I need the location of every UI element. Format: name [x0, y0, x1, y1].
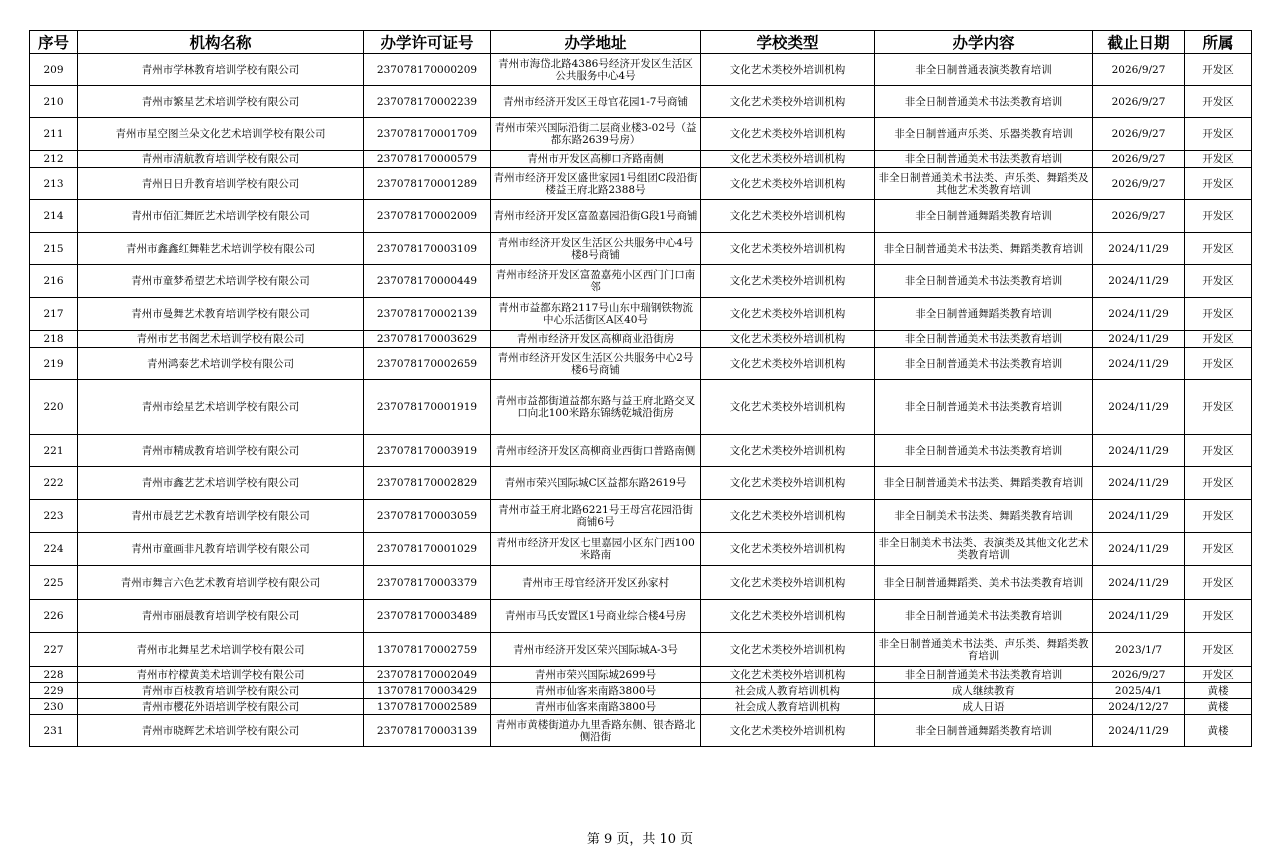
row-content: 非全日制普通舞蹈类教育培训 [875, 715, 1093, 747]
row-content: 非全日制普通美术书法类、舞蹈类教育培训 [875, 467, 1093, 500]
row-name: 青州市北舞星艺术培训学校有限公司 [78, 633, 364, 667]
row-name: 青州市百枝教育培训学校有限公司 [78, 683, 364, 699]
row-date: 2024/12/27 [1093, 699, 1185, 715]
row-license: 237078170000579 [364, 151, 491, 168]
row-license: 237078170002049 [364, 667, 491, 683]
row-license: 237078170003629 [364, 331, 491, 348]
row-no: 231 [30, 715, 78, 747]
row-license: 237078170003489 [364, 600, 491, 633]
row-date: 2026/9/27 [1093, 54, 1185, 86]
row-license: 137078170003429 [364, 683, 491, 699]
row-no: 215 [30, 233, 78, 265]
row-name: 青州市精成教育培训学校有限公司 [78, 435, 364, 467]
row-name: 青州市鑫艺艺术培训学校有限公司 [78, 467, 364, 500]
row-content: 非全日制普通美术书法类教育培训 [875, 435, 1093, 467]
table-row [30, 168, 1252, 200]
row-content: 非全日制普通美术书法类、声乐类、舞蹈类教育培训 [875, 633, 1093, 667]
row-address: 青州市海岱北路4386号经济开发区生活区公共服务中心4号 [491, 54, 701, 86]
row-area: 开发区 [1185, 118, 1252, 151]
row-address: 青州市荣兴国际城2699号 [491, 667, 701, 683]
row-area: 开发区 [1185, 380, 1252, 435]
row-area: 开发区 [1185, 600, 1252, 633]
row-date: 2026/9/27 [1093, 118, 1185, 151]
row-address: 青州市经济开发区荣兴国际城A-3号 [491, 633, 701, 667]
row-type: 文化艺术类校外培训机构 [701, 151, 875, 168]
row-area: 开发区 [1185, 298, 1252, 331]
row-name: 青州市柠檬黄美术培训学校有限公司 [78, 667, 364, 683]
row-date: 2026/9/27 [1093, 86, 1185, 118]
col-header-no: 序号 [30, 31, 78, 54]
table-row [30, 633, 1252, 667]
row-license: 237078170003379 [364, 566, 491, 600]
row-date: 2024/11/29 [1093, 233, 1185, 265]
row-content: 非全日制普通美术书法类教育培训 [875, 348, 1093, 380]
row-address: 青州市益王府北路6221号王母宫花园沿街商铺6号 [491, 500, 701, 533]
row-name: 青州市星空图兰朵文化艺术培训学校有限公司 [78, 118, 364, 151]
row-name: 青州市繁星艺术培训学校有限公司 [78, 86, 364, 118]
row-name: 青州日日升教育培训学校有限公司 [78, 168, 364, 200]
row-date: 2024/11/29 [1093, 265, 1185, 298]
table-row [30, 54, 1252, 86]
row-content: 非全日制普通美术书法类教育培训 [875, 667, 1093, 683]
row-type: 文化艺术类校外培训机构 [701, 118, 875, 151]
row-address: 青州市经济开发区高柳商业西街口普路南侧 [491, 435, 701, 467]
row-no: 213 [30, 168, 78, 200]
row-address: 青州市经济开发区七里嘉园小区东门西100米路南 [491, 533, 701, 566]
table-row [30, 118, 1252, 151]
row-date: 2026/9/27 [1093, 667, 1185, 683]
row-name: 青州市丽晨教育培训学校有限公司 [78, 600, 364, 633]
row-license: 137078170002759 [364, 633, 491, 667]
row-area: 开发区 [1185, 467, 1252, 500]
row-address: 青州市荣兴国际沿街二层商业楼3-02号（益都东路2639号房） [491, 118, 701, 151]
table-row [30, 467, 1252, 500]
row-area: 开发区 [1185, 86, 1252, 118]
table-row [30, 331, 1252, 348]
row-content: 非全日制普通舞蹈类、美术书法类教育培训 [875, 566, 1093, 600]
row-type: 文化艺术类校外培训机构 [701, 54, 875, 86]
row-address: 青州市马氏安置区1号商业综合楼4号房 [491, 600, 701, 633]
institution-table [29, 30, 1252, 747]
row-address: 青州市经济开发区生活区公共服务中心2号楼6号商铺 [491, 348, 701, 380]
row-date: 2024/11/29 [1093, 435, 1185, 467]
table-row [30, 715, 1252, 747]
row-no: 224 [30, 533, 78, 566]
row-area: 开发区 [1185, 233, 1252, 265]
row-address: 青州市经济开发区富盈嘉苑小区西门门口南邻 [491, 265, 701, 298]
row-area: 开发区 [1185, 533, 1252, 566]
row-license: 237078170002009 [364, 200, 491, 233]
row-no: 230 [30, 699, 78, 715]
row-area: 开发区 [1185, 151, 1252, 168]
row-type: 文化艺术类校外培训机构 [701, 533, 875, 566]
row-date: 2026/9/27 [1093, 151, 1185, 168]
row-name: 青州市鑫鑫红舞鞋艺术培训学校有限公司 [78, 233, 364, 265]
row-address: 青州市经济开发区生活区公共服务中心4号楼8号商铺 [491, 233, 701, 265]
row-type: 文化艺术类校外培训机构 [701, 200, 875, 233]
row-no: 223 [30, 500, 78, 533]
row-type: 文化艺术类校外培训机构 [701, 168, 875, 200]
row-content: 非全日制普通美术书法类、声乐类、舞蹈类及其他艺术类教育培训 [875, 168, 1093, 200]
row-content: 非全日制美术书法类、表演类及其他文化艺术类教育培训 [875, 533, 1093, 566]
row-content: 非全日制普通舞蹈类教育培训 [875, 298, 1093, 331]
row-no: 219 [30, 348, 78, 380]
table-row [30, 380, 1252, 435]
row-content: 非全日制普通美术书法类教育培训 [875, 600, 1093, 633]
row-address: 青州市经济开发区王母官花园1-7号商铺 [491, 86, 701, 118]
table-header-row [30, 31, 1252, 54]
row-address: 青州市黄楼街道办九里香路东侧、银杏路北侧沿街 [491, 715, 701, 747]
row-type: 文化艺术类校外培训机构 [701, 265, 875, 298]
row-name: 青州市学林教育培训学校有限公司 [78, 54, 364, 86]
row-date: 2024/11/29 [1093, 331, 1185, 348]
row-address: 青州市仙客来南路3800号 [491, 699, 701, 715]
row-no: 212 [30, 151, 78, 168]
row-date: 2024/11/29 [1093, 715, 1185, 747]
row-license: 237078170002139 [364, 298, 491, 331]
row-area: 黄楼 [1185, 715, 1252, 747]
row-license: 237078170003109 [364, 233, 491, 265]
row-date: 2025/4/1 [1093, 683, 1185, 699]
row-date: 2026/9/27 [1093, 168, 1185, 200]
row-address: 青州市王母官经济开发区孙家村 [491, 566, 701, 600]
row-license: 237078170002829 [364, 467, 491, 500]
row-type: 文化艺术类校外培训机构 [701, 86, 875, 118]
row-type: 文化艺术类校外培训机构 [701, 233, 875, 265]
table-row [30, 233, 1252, 265]
row-no: 218 [30, 331, 78, 348]
col-header-area: 所属 [1185, 31, 1252, 54]
row-content: 非全日制普通美术书法类教育培训 [875, 331, 1093, 348]
row-date: 2024/11/29 [1093, 467, 1185, 500]
row-name: 青州市清航教育培训学校有限公司 [78, 151, 364, 168]
table-row [30, 699, 1252, 715]
row-no: 225 [30, 566, 78, 600]
row-name: 青州市艺书阁艺术培训学校有限公司 [78, 331, 364, 348]
row-content: 非全日制普通美术书法类教育培训 [875, 86, 1093, 118]
row-area: 开发区 [1185, 667, 1252, 683]
row-no: 226 [30, 600, 78, 633]
row-name: 青州市童画非凡教育培训学校有限公司 [78, 533, 364, 566]
row-content: 非全日制普通美术书法类教育培训 [875, 151, 1093, 168]
row-no: 210 [30, 86, 78, 118]
table-row [30, 500, 1252, 533]
row-no: 209 [30, 54, 78, 86]
row-no: 214 [30, 200, 78, 233]
row-no: 220 [30, 380, 78, 435]
row-content: 非全日制普通美术书法类教育培训 [875, 380, 1093, 435]
row-type: 文化艺术类校外培训机构 [701, 467, 875, 500]
row-area: 开发区 [1185, 54, 1252, 86]
row-content: 非全日制普通美术书法类、舞蹈类教育培训 [875, 233, 1093, 265]
row-license: 137078170002589 [364, 699, 491, 715]
row-name: 青州市佰汇舞匠艺术培训学校有限公司 [78, 200, 364, 233]
row-license: 237078170003139 [364, 715, 491, 747]
row-no: 217 [30, 298, 78, 331]
row-area: 黄楼 [1185, 699, 1252, 715]
row-date: 2024/11/29 [1093, 348, 1185, 380]
row-date: 2024/11/29 [1093, 533, 1185, 566]
row-type: 文化艺术类校外培训机构 [701, 298, 875, 331]
row-name: 青州市绘星艺术培训学校有限公司 [78, 380, 364, 435]
row-no: 216 [30, 265, 78, 298]
row-license: 237078170003059 [364, 500, 491, 533]
table-row [30, 667, 1252, 683]
row-area: 开发区 [1185, 200, 1252, 233]
row-date: 2024/11/29 [1093, 566, 1185, 600]
row-area: 开发区 [1185, 348, 1252, 380]
row-license: 237078170001709 [364, 118, 491, 151]
row-no: 227 [30, 633, 78, 667]
row-area: 黄楼 [1185, 683, 1252, 699]
row-area: 开发区 [1185, 331, 1252, 348]
row-license: 237078170002239 [364, 86, 491, 118]
row-name: 青州市晓辉艺术培训学校有限公司 [78, 715, 364, 747]
row-address: 青州市荣兴国际城C区益都东路2619号 [491, 467, 701, 500]
row-name: 青州市晨艺艺术教育培训学校有限公司 [78, 500, 364, 533]
row-type: 文化艺术类校外培训机构 [701, 348, 875, 380]
row-content: 成人继续教育 [875, 683, 1093, 699]
row-address: 青州市经济开发区高柳商业沿街房 [491, 331, 701, 348]
table-row [30, 600, 1252, 633]
row-license: 237078170000209 [364, 54, 491, 86]
row-type: 文化艺术类校外培训机构 [701, 600, 875, 633]
page-number: 第 9 页，共 10 页 [586, 832, 694, 847]
row-date: 2023/1/7 [1093, 633, 1185, 667]
row-no: 222 [30, 467, 78, 500]
row-type: 文化艺术类校外培训机构 [701, 566, 875, 600]
row-address: 青州市仙客来南路3800号 [491, 683, 701, 699]
row-type: 社会成人教育培训机构 [701, 699, 875, 715]
row-license: 237078170002659 [364, 348, 491, 380]
row-date: 2026/9/27 [1093, 200, 1185, 233]
row-content: 非全日制美术书法类、舞蹈类教育培训 [875, 500, 1093, 533]
row-area: 开发区 [1185, 168, 1252, 200]
row-type: 文化艺术类校外培训机构 [701, 380, 875, 435]
row-area: 开发区 [1185, 500, 1252, 533]
row-content: 非全日制普通声乐类、乐器类教育培训 [875, 118, 1093, 151]
row-no: 221 [30, 435, 78, 467]
row-license: 237078170003919 [364, 435, 491, 467]
row-date: 2024/11/29 [1093, 500, 1185, 533]
row-content: 成人日语 [875, 699, 1093, 715]
row-no: 229 [30, 683, 78, 699]
row-no: 211 [30, 118, 78, 151]
row-type: 文化艺术类校外培训机构 [701, 435, 875, 467]
table-row [30, 200, 1252, 233]
col-header-content: 办学内容 [875, 31, 1093, 54]
table-row [30, 683, 1252, 699]
row-date: 2024/11/29 [1093, 600, 1185, 633]
row-type: 文化艺术类校外培训机构 [701, 667, 875, 683]
row-name: 青州市童梦希望艺术培训学校有限公司 [78, 265, 364, 298]
table-row [30, 533, 1252, 566]
table-row [30, 298, 1252, 331]
row-content: 非全日制普通舞蹈类教育培训 [875, 200, 1093, 233]
row-license: 237078170000449 [364, 265, 491, 298]
row-content: 非全日制普通美术书法类教育培训 [875, 265, 1093, 298]
table-row [30, 435, 1252, 467]
row-name: 青州市樱花外语培训学校有限公司 [78, 699, 364, 715]
row-type: 文化艺术类校外培训机构 [701, 500, 875, 533]
row-address: 青州市益都东路2117号山东中瑞钢铁物流中心乐活街区A区40号 [491, 298, 701, 331]
row-area: 开发区 [1185, 633, 1252, 667]
row-license: 237078170001029 [364, 533, 491, 566]
row-area: 开发区 [1185, 435, 1252, 467]
row-license: 237078170001919 [364, 380, 491, 435]
row-name: 青州鸿泰艺术培训学校有限公司 [78, 348, 364, 380]
row-no: 228 [30, 667, 78, 683]
table-row [30, 86, 1252, 118]
row-address: 青州市经济开发区富盈嘉园沿街G段1号商铺 [491, 200, 701, 233]
row-name: 青州市舞言六色艺术教育培训学校有限公司 [78, 566, 364, 600]
row-area: 开发区 [1185, 265, 1252, 298]
row-area: 开发区 [1185, 566, 1252, 600]
row-type: 文化艺术类校外培训机构 [701, 715, 875, 747]
col-header-name: 机构名称 [78, 31, 364, 54]
col-header-type: 学校类型 [701, 31, 875, 54]
row-address: 青州市经济开发区盛世家园1号组团C段沿街楼益王府北路2388号 [491, 168, 701, 200]
table-row [30, 265, 1252, 298]
row-address: 青州市开发区高柳口齐路南侧 [491, 151, 701, 168]
row-address: 青州市益都街道益都东路与益王府北路交叉口向北100米路东锦绣乾城沿街房 [491, 380, 701, 435]
row-name: 青州市曼舞艺术教育培训学校有限公司 [78, 298, 364, 331]
row-type: 文化艺术类校外培训机构 [701, 331, 875, 348]
row-date: 2024/11/29 [1093, 298, 1185, 331]
table-row [30, 151, 1252, 168]
col-header-date: 截止日期 [1093, 31, 1185, 54]
table-row [30, 348, 1252, 380]
row-type: 社会成人教育培训机构 [701, 683, 875, 699]
row-license: 237078170001289 [364, 168, 491, 200]
table-row [30, 566, 1252, 600]
row-type: 文化艺术类校外培训机构 [701, 633, 875, 667]
row-content: 非全日制普通表演类教育培训 [875, 54, 1093, 86]
col-header-address: 办学地址 [491, 31, 701, 54]
row-date: 2024/11/29 [1093, 380, 1185, 435]
col-header-license: 办学许可证号 [364, 31, 491, 54]
